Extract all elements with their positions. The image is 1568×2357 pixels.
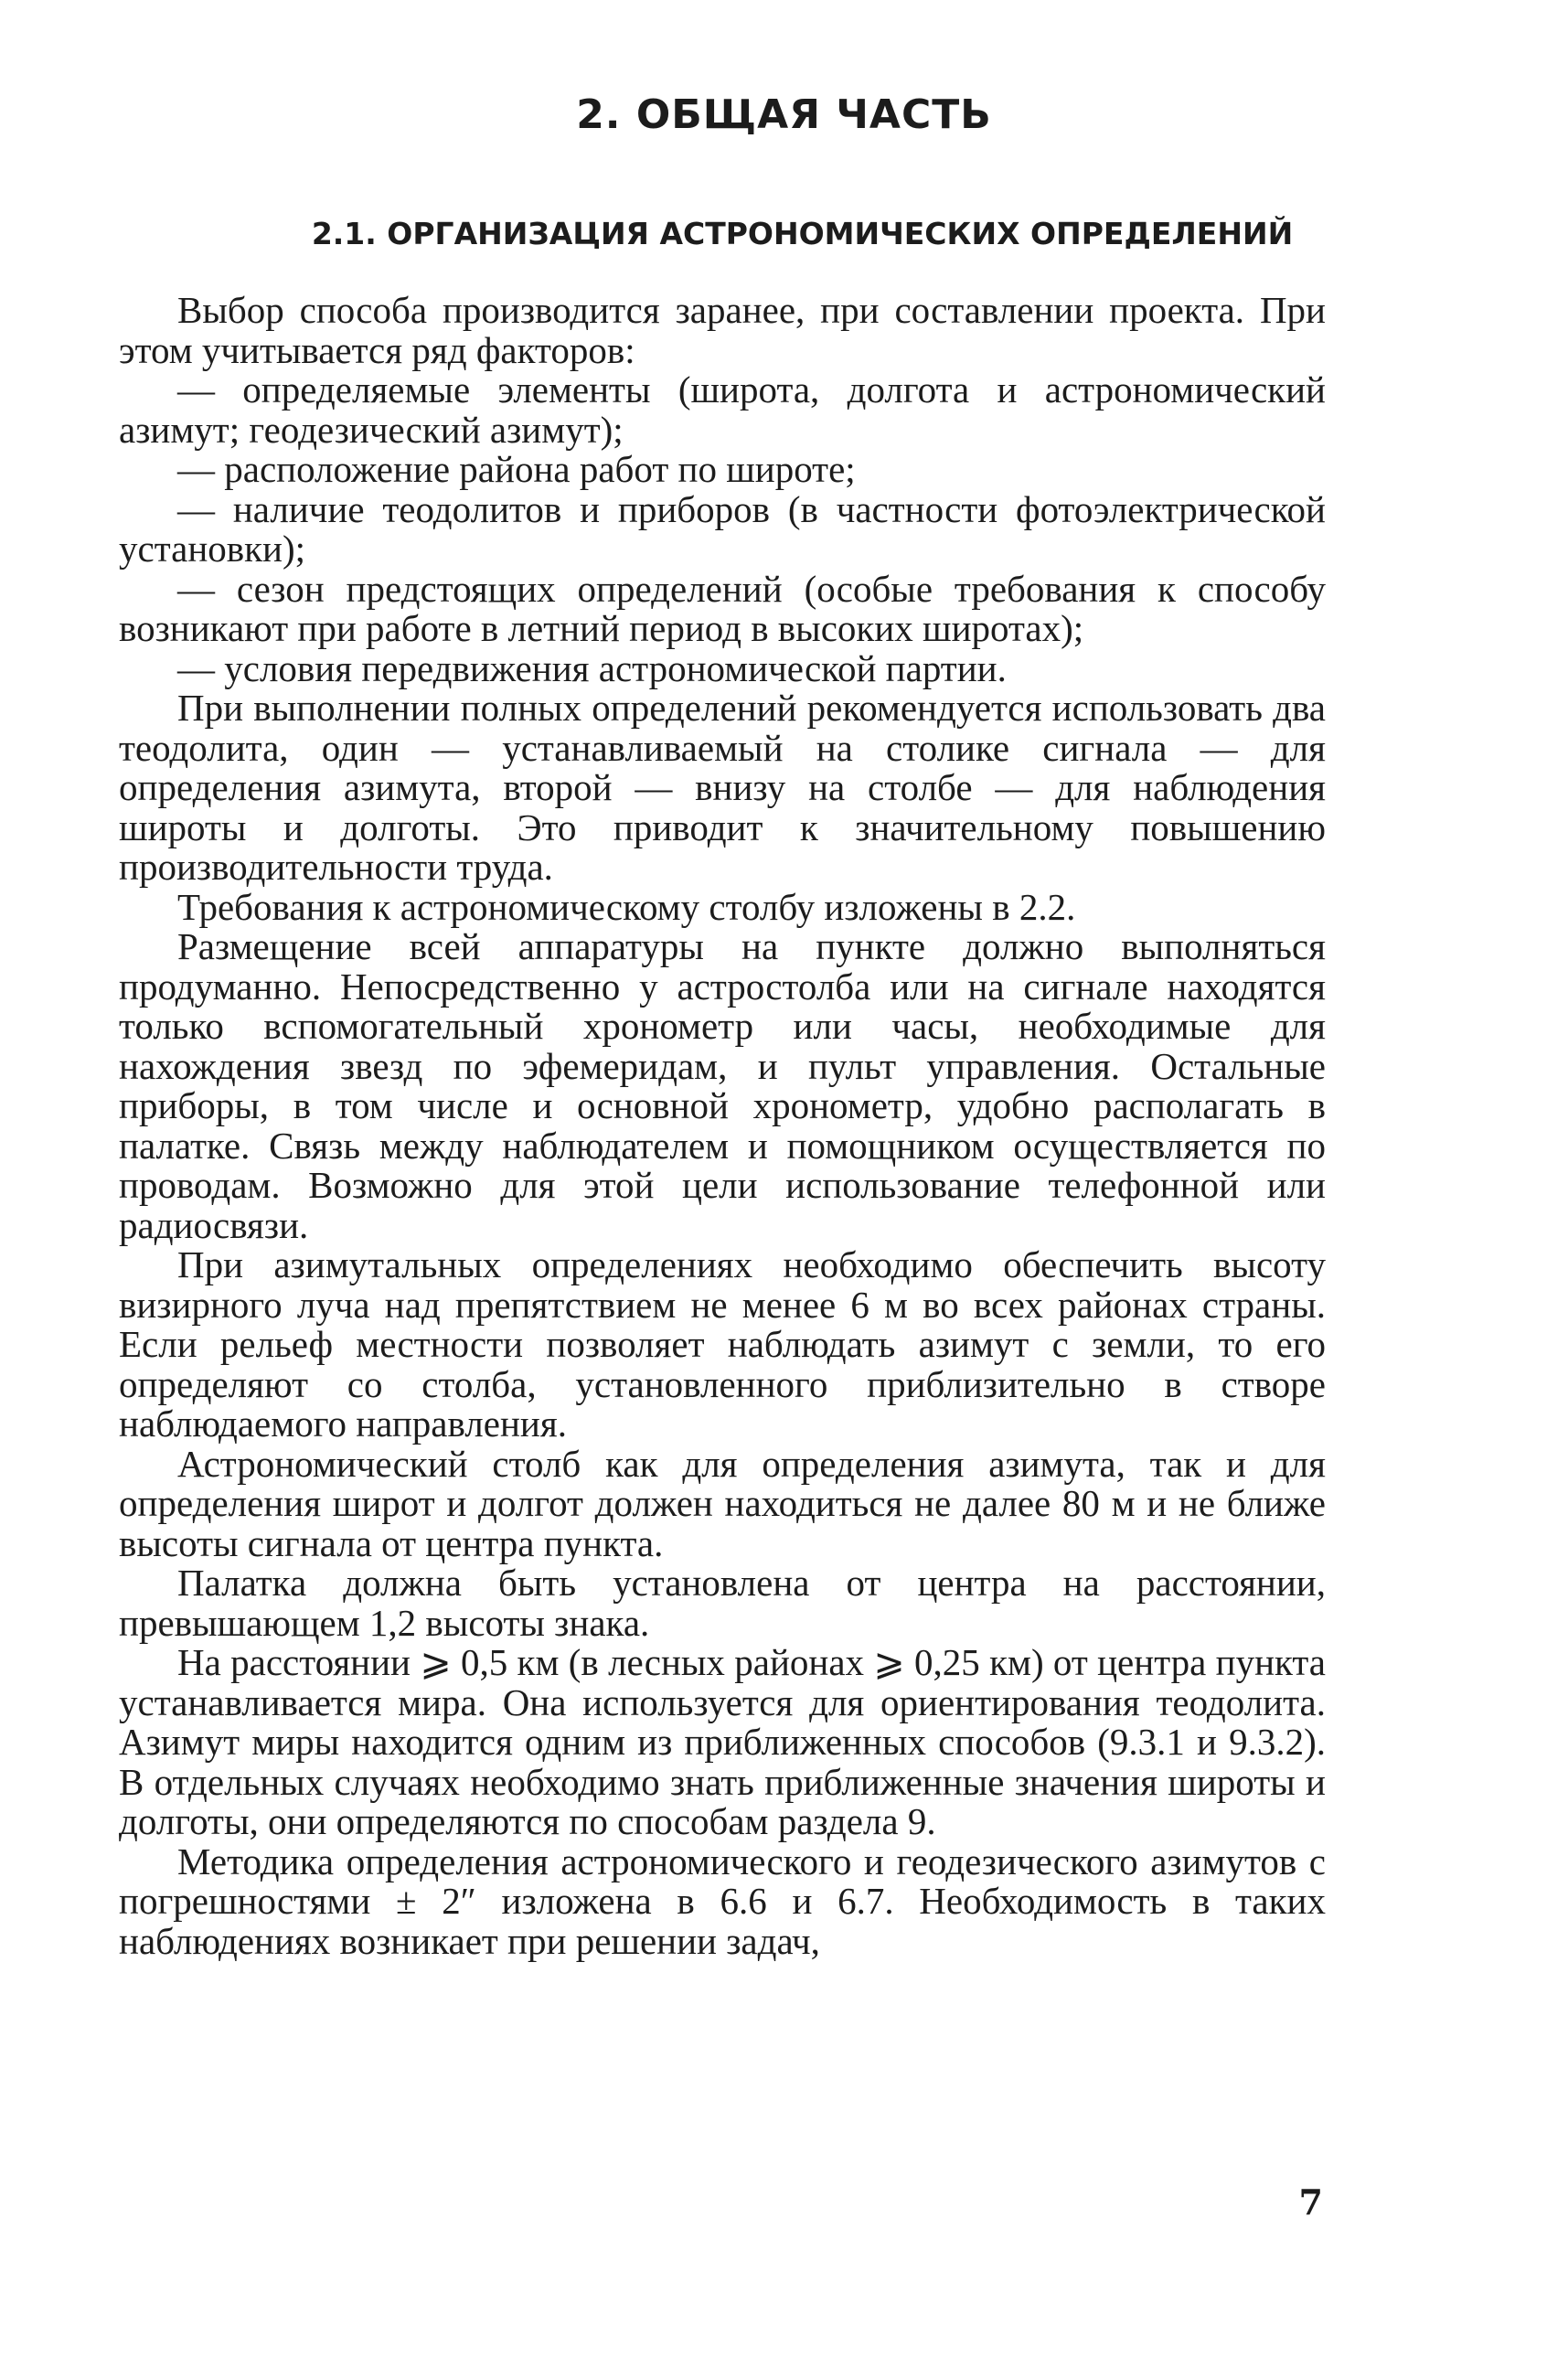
paragraph: На расстоянии ⩾ 0,5 км (в лесных районах ⩾ 0,25 км) от центра пункта устанавливается мира. Она используется для ориентирования теодолита. Азимут миры находится одним из приближенных способов (9.3.1 и 9.3.2). В отдельных случаях необходимо знать приближенные значения широты и долготы, они определяются по способам раздела 9.: [119, 1641, 1326, 1842]
section-title: 2.1. ОРГАНИЗАЦИЯ АСТРОНОМИЧЕСКИХ ОПРЕДЕЛЕНИЙ: [311, 216, 1294, 251]
list-item: — определяемые элементы (широта, долгота и астрономический азимут; геодезический азимут);: [119, 368, 1326, 451]
page-number: 7: [1298, 2181, 1323, 2223]
body-text: [119, 291, 1326, 1961]
paragraph: Требования к астрономическому столбу изложены в 2.2.: [177, 885, 1076, 928]
list-item: — сезон предстоящих определений (особые требования к способу возникают при работе в летний период в высоких широтах);: [119, 567, 1326, 649]
paragraph: Астрономический столб как для определения азимута, так и для определения широт и долгот должен находиться не далее 80 м и не ближе высоты сигнала от центра пункта.: [119, 1442, 1326, 1564]
paragraph: Палатка должна быть установлена от центра на расстоянии, превышающем 1,2 высоты знака.: [119, 1562, 1326, 1644]
list-item: — наличие теодолитов и приборов (в частности фотоэлектрической установки);: [119, 487, 1326, 570]
list-item: — условия передвижения астрономической партии.: [177, 646, 1007, 689]
paragraph: Размещение всей аппаратуры на пункте должно выполняться продуманно. Непосредственно у астростолба или на сигнале находятся только вспомогательный хронометр или часы, необходимые для нахождения звезд по эфемеридам, и пульт управления. Остальные приборы, в том числе и основной хронометр, удобно располагать в палатке. Связь между наблюдателем и помощником осуществляется по проводам. Возможно для этой цели использование телефонной или радиосвязи.: [119, 925, 1326, 1246]
chapter-title: 2. ОБЩАЯ ЧАСТЬ: [576, 91, 992, 138]
paragraph: Методика определения астрономического и геодезического азимутов с погрешностями ± 2″ изложена в 6.6 и 6.7. Необходимость в таких наблюдениях возникает при решении задач,: [119, 1840, 1326, 1962]
paragraph: Выбор способа производится заранее, при составлении проекта. При этом учитывается ряд факторов:: [119, 289, 1326, 371]
paragraph: При выполнении полных определений рекомендуется использовать два теодолита, один — устанавливаемый на столике сигнала — для определения азимута, второй — внизу на столбе — для наблюдения широты и долготы. Это приводит к значительному повышению производительности труда.: [119, 687, 1326, 888]
list-item: — расположение района работ по широте;: [177, 448, 856, 490]
paragraph: При азимутальных определениях необходимо обеспечить высоту визирного луча над препятствием не менее 6 м во всех районах страны. Если рельеф местности позволяет наблюдать азимут с земли, то его определяют со столба, установленного приблизительно в створе наблюдаемого направления.: [119, 1243, 1326, 1445]
